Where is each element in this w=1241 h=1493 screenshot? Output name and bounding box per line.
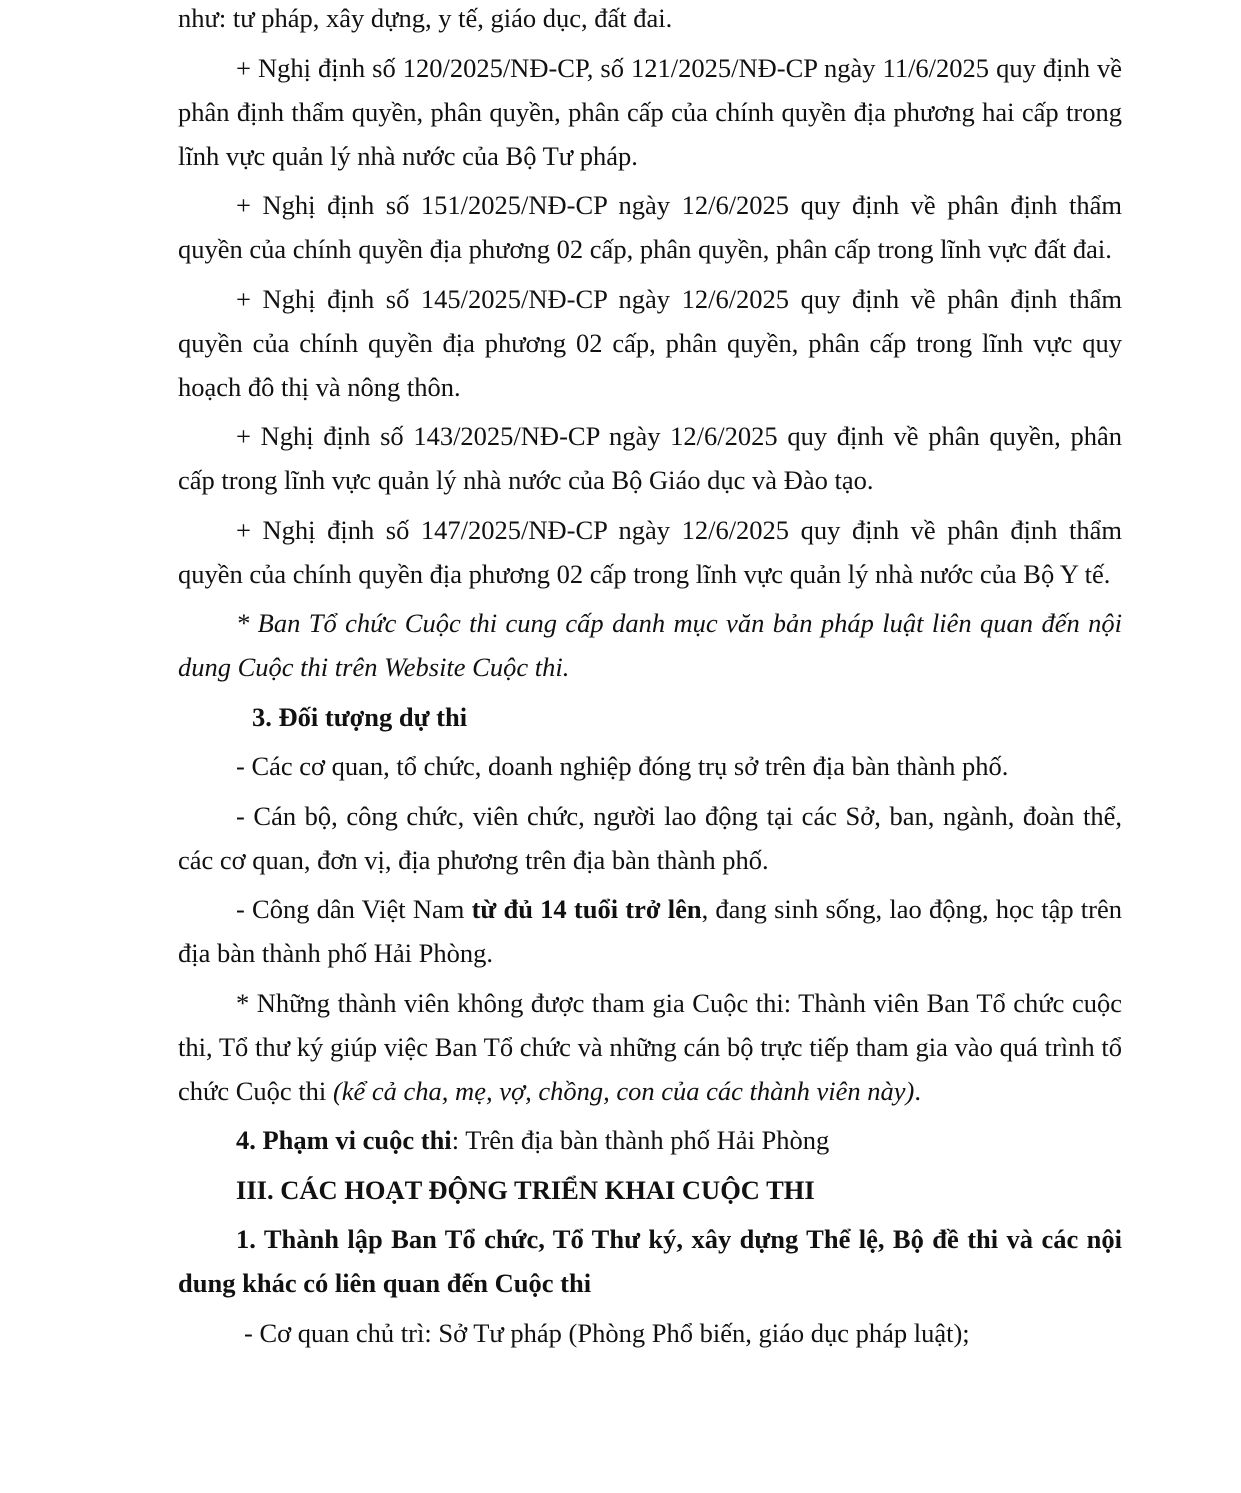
document-page [178,0,1122,1355]
participant-item [178,887,1122,975]
host-agency: - Cơ quan chủ trì: Sở Tư pháp (Phòng Phổ biến, giáo dục pháp luật); [244,1317,970,1348]
note-paragraph: * Ban Tổ chức Cuộc thi cung cấp danh mục văn bản pháp luật liên quan đến nội dung Cuộc thi trên Website Cuộc thi. [178,608,1122,682]
part-heading: III. CÁC HOẠT ĐỘNG TRIỂN KHAI CUỘC THI [236,1174,815,1205]
scope-label: 4. Phạm vi cuộc thi [236,1125,452,1155]
decree-item: + Nghị định số 145/2025/NĐ-CP ngày 12/6/2025 quy định về phân định thẩm quyền của chính quyền địa phương 02 cấp, phân quyền, phân cấp trong lĩnh vực quy hoạch đô thị và nông thôn. [178,283,1122,402]
text-run: , đang sinh sống, lao động, học tập trên địa bàn thành phố Hải Phòng. [178,894,1122,968]
scope-paragraph [178,1118,1122,1162]
participant-item: - Cán bộ, công chức, viên chức, người lao động tại các Sở, ban, ngành, đoàn thể, các cơ quan, đơn vị, địa phương trên địa bàn thành phố. [178,800,1122,875]
participant-item: - Các cơ quan, tổ chức, doanh nghiệp đóng trụ sở trên địa bàn thành phố. [236,751,1009,781]
decree-item: + Nghị định số 147/2025/NĐ-CP ngày 12/6/2025 quy định về phân định thẩm quyền của chính quyền địa phương 02 cấp trong lĩnh vực quản lý nhà nước của Bộ Y tế. [178,514,1122,589]
subsection-heading: 1. Thành lập Ban Tổ chức, Tổ Thư ký, xây dựng Thể lệ, Bộ đề thi và các nội dung khác có liên quan đến Cuộc thi [178,1224,1122,1298]
italic-text-run: (kể cả cha, mẹ, vợ, chồng, con của các thành viên này) [332,1075,915,1106]
scope-text: : Trên địa bàn thành phố Hải Phòng [451,1125,830,1155]
text-run: . [914,1075,922,1106]
section-heading: 3. Đối tượng dự thi [252,701,468,732]
text-run: * Những thành viên không được tham gia Cuộc thi: Thành viên Ban Tổ chức cuộc thi, Tổ thư ký giúp việc Ban Tổ chức và những cán bộ trực tiếp tham gia vào quá trình tổ chức Cuộc thi [178,987,1122,1106]
paragraph-continuation: như: tư pháp, xây dựng, y tế, giáo dục, đất đai. [178,3,673,33]
decree-item: + Nghị định số 151/2025/NĐ-CP ngày 12/6/2025 quy định về phân định thẩm quyền của chính quyền địa phương 02 cấp, phân quyền, phân cấp trong lĩnh vực đất đai. [178,190,1122,264]
decree-item: + Nghị định số 120/2025/NĐ-CP, số 121/2025/NĐ-CP ngày 11/6/2025 quy định về phân định thẩm quyền, phân quyền, phân cấp của chính quyền địa phương hai cấp trong lĩnh vực quản lý nhà nước của Bộ Tư pháp. [178,52,1122,171]
bold-text-run: từ đủ 14 tuổi trở lên [471,894,702,924]
text-run: - Công dân Việt Nam [236,894,472,924]
exclusion-note [178,981,1122,1113]
decree-item: + Nghị định số 143/2025/NĐ-CP ngày 12/6/2025 quy định về phân quyền, phân cấp trong lĩnh vực quản lý nhà nước của Bộ Giáo dục và Đào tạo. [178,421,1122,495]
